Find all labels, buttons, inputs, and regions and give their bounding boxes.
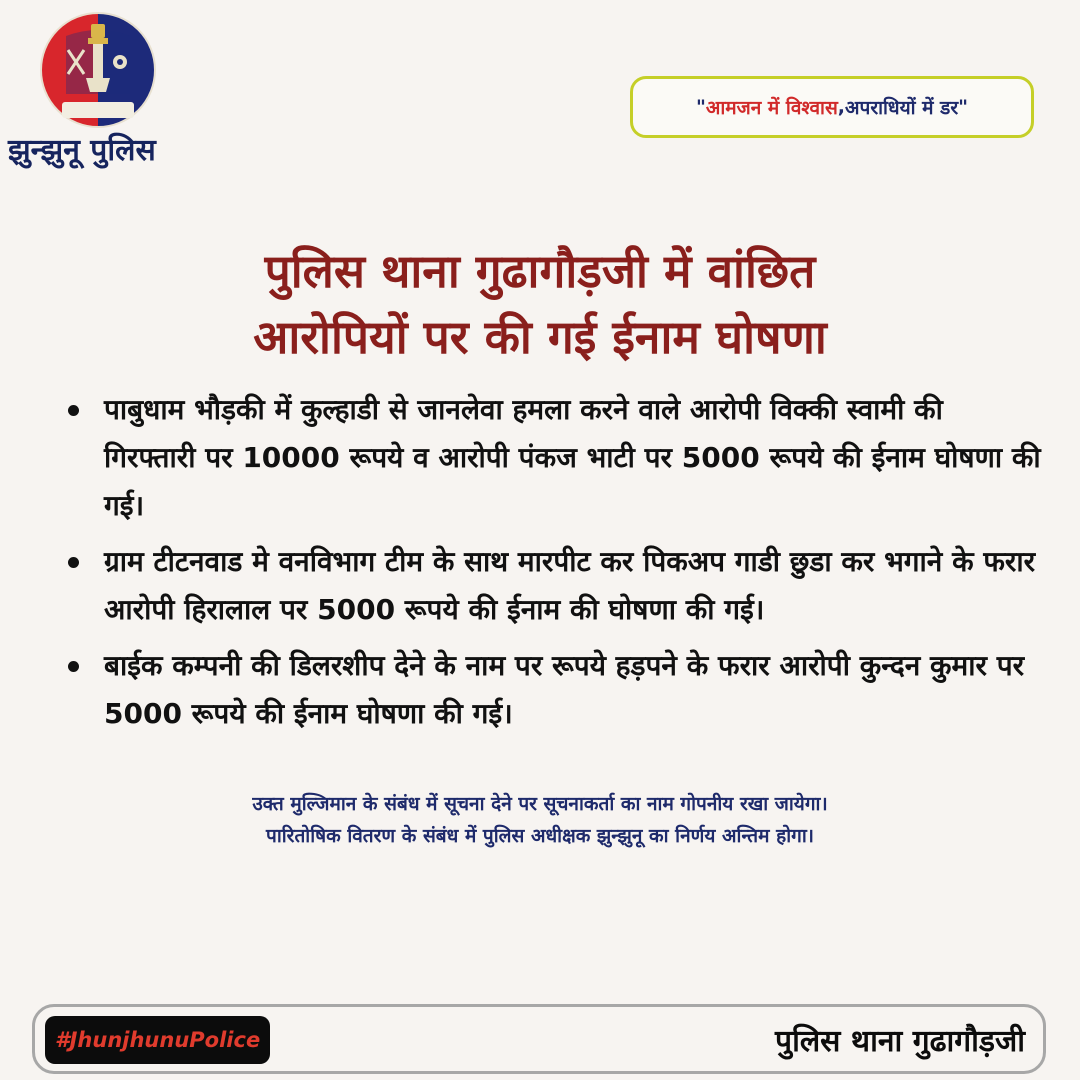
bullet-dot-icon — [68, 661, 79, 672]
reward-list — [64, 386, 1044, 746]
motto-close-quote: " — [958, 96, 968, 118]
note-line-2: पारितोषिक वितरण के संबंध में पुलिस अधीक्षक झुन्झुनू का निर्णय अन्तिम होगा। — [266, 825, 814, 847]
headline-line-2: आरोपियों पर की गई ईनाम घोषणा — [253, 310, 827, 364]
footer-bar — [32, 1004, 1046, 1074]
motto-box — [630, 76, 1034, 138]
note-line-1: उक्त मुल्जिमान के संबंध में सूचना देने पर सूचनाकर्ता का नाम गोपनीय रखा जायेगा। — [252, 793, 828, 815]
list-item — [64, 386, 1044, 530]
hashtag-badge: #JhunjhunuPolice — [45, 1016, 270, 1064]
list-item-text: ग्राम टीटनवाड मे वनविभाग टीम के साथ मारपीट कर पिकअप गाडी छुडा कर भगाने के फरार आरोपी हिरालाल पर 5000 रूपये की ईनाम की घोषणा की गई। — [104, 545, 1036, 626]
headline — [0, 238, 1080, 370]
list-item-text: पाबुधाम भौड़की में कुल्हाडी से जानलेवा हमला करने वाले आरोपी विक्की स्वामी की गिरफ्तारी पर 10000 रूपये व आरोपी पंकज भाटी पर 5000 रूपये की ईनाम घोषणा की गई। — [104, 393, 1041, 522]
list-item-text: बाईक कम्पनी की डिलरशीप देने के नाम पर रूपये हड़पने के फरार आरोपी कुन्दन कुमार पर 5000 रूपये की ईनाम घोषणा की गई। — [104, 649, 1025, 730]
police-emblem-logo — [38, 10, 158, 130]
motto-part-fear: अपराधियों में डर — [845, 97, 959, 119]
bullet-dot-icon — [68, 405, 79, 416]
motto-separator: , — [837, 96, 846, 118]
bullet-dot-icon — [68, 557, 79, 568]
list-item — [64, 642, 1044, 738]
station-name: पुलिस थाना गुढागौड़जी — [775, 1024, 1025, 1059]
headline-line-1: पुलिस थाना गुढागौड़जी में वांछित — [264, 244, 816, 298]
police-emblem-icon — [38, 10, 158, 130]
motto-part-trust: आमजन में विश्वास — [705, 97, 838, 119]
motto-open-quote: " — [695, 96, 706, 118]
informant-note — [0, 788, 1080, 852]
logo-name: झुन्झुनू पुलिस — [8, 133, 156, 168]
list-item — [64, 538, 1044, 634]
